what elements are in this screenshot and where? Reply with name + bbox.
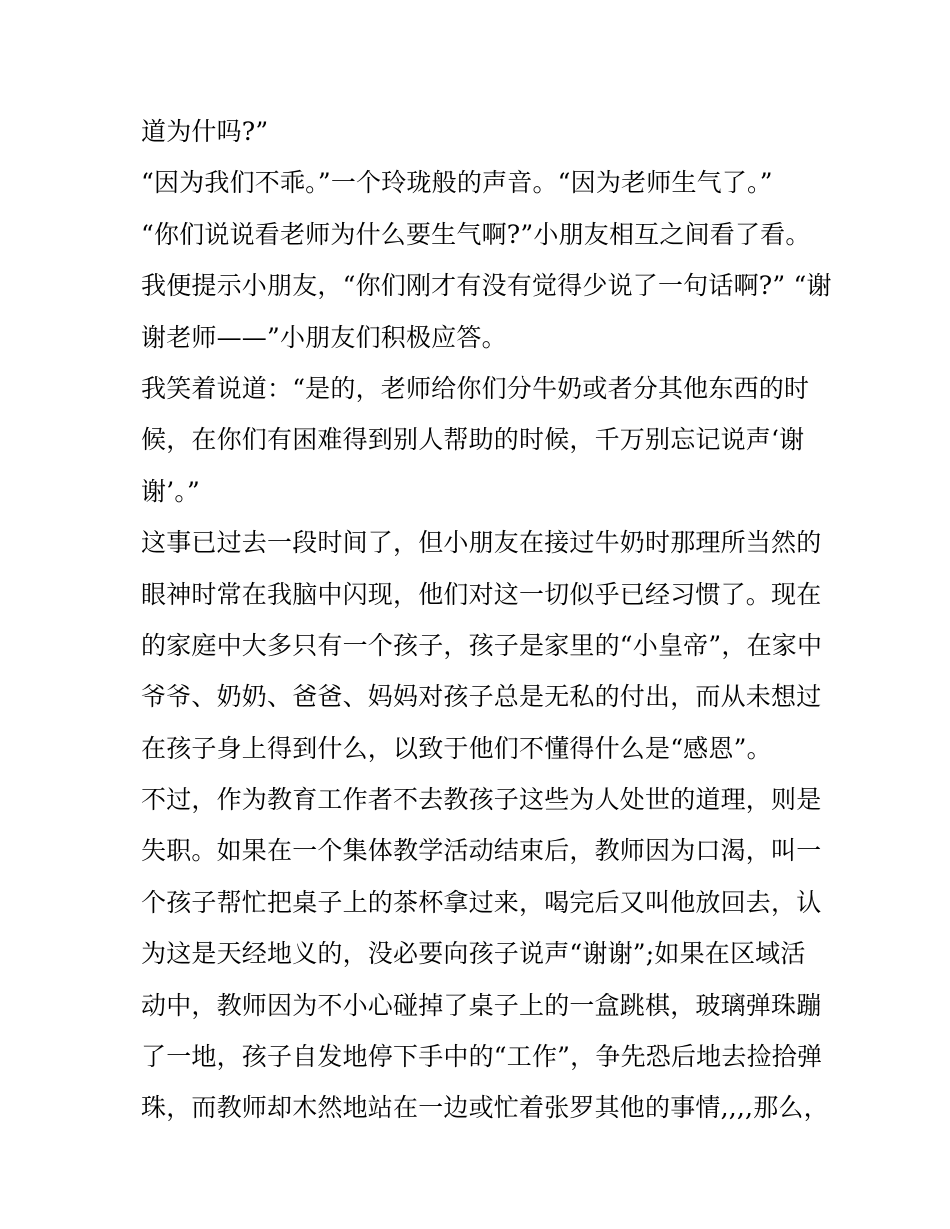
text-line: 道为什吗?” — [141, 117, 269, 146]
text-line: 候，在你们有困难得到别人帮助的时候，千万别忘记说声‘谢 — [141, 425, 805, 455]
text-line: 了一地，孩子自发地停下手中的“工作”，争先恐后地去捡拾弹 — [141, 1042, 823, 1072]
text-line: 眼神时常在我脑中闪现，他们对这一切似乎已经习惯了。现在 — [141, 579, 822, 609]
text-line: “你们说说看老师为什么要生气啊?”小朋友相互之间看了看。 — [141, 219, 811, 249]
text-line: 动中，教师因为不小心碰掉了桌子上的一盒跳棋，玻璃弹珠蹦 — [141, 990, 822, 1020]
text-line: “因为我们不乖。”一个玲珑般的声音。“因为老师生气了。” — [141, 168, 773, 198]
text-line: 谢’。” — [141, 476, 201, 506]
text-line: 我笑着说道：“是的，老师给你们分牛奶或者分其他东西的时 — [141, 373, 810, 403]
text-line: 失职。如果在一个集体教学活动结束后，教师因为口渴，叫一 — [141, 836, 822, 866]
text-line: 的家庭中大多只有一个孩子，孩子是家里的“小皇帝”，在家中 — [141, 630, 823, 660]
text-line: 在孩子身上得到什么，以致于他们不懂得什么是“感恩”。 — [141, 733, 772, 763]
body-text — [141, 106, 831, 1134]
text-line: 个孩子帮忙把桌子上的茶杯拿过来，喝完后又叫他放回去，认 — [141, 887, 822, 917]
text-line: 爷爷、奶奶、爸爸、妈妈对孩子总是无私的付出，而从未想过 — [141, 682, 822, 712]
text-line: 不过，作为教育工作者不去教孩子这些为人处世的道理，则是 — [141, 785, 822, 815]
text-line: 这事已过去一段时间了，但小朋友在接过牛奶时那理所当然的 — [141, 528, 822, 558]
text-line: 我便提示小朋友，“你们刚才有没有觉得少说了一句话啊?” “谢 — [141, 271, 832, 301]
text-line: 珠，而教师却木然地站在一边或忙着张罗其他的事情,,,,那么， — [141, 1093, 829, 1123]
text-line: 为这是天经地义的，没必要向孩子说声“谢谢”;如果在区域活 — [141, 939, 806, 969]
text-line: 谢老师——”小朋友们积极应答。 — [141, 322, 507, 352]
